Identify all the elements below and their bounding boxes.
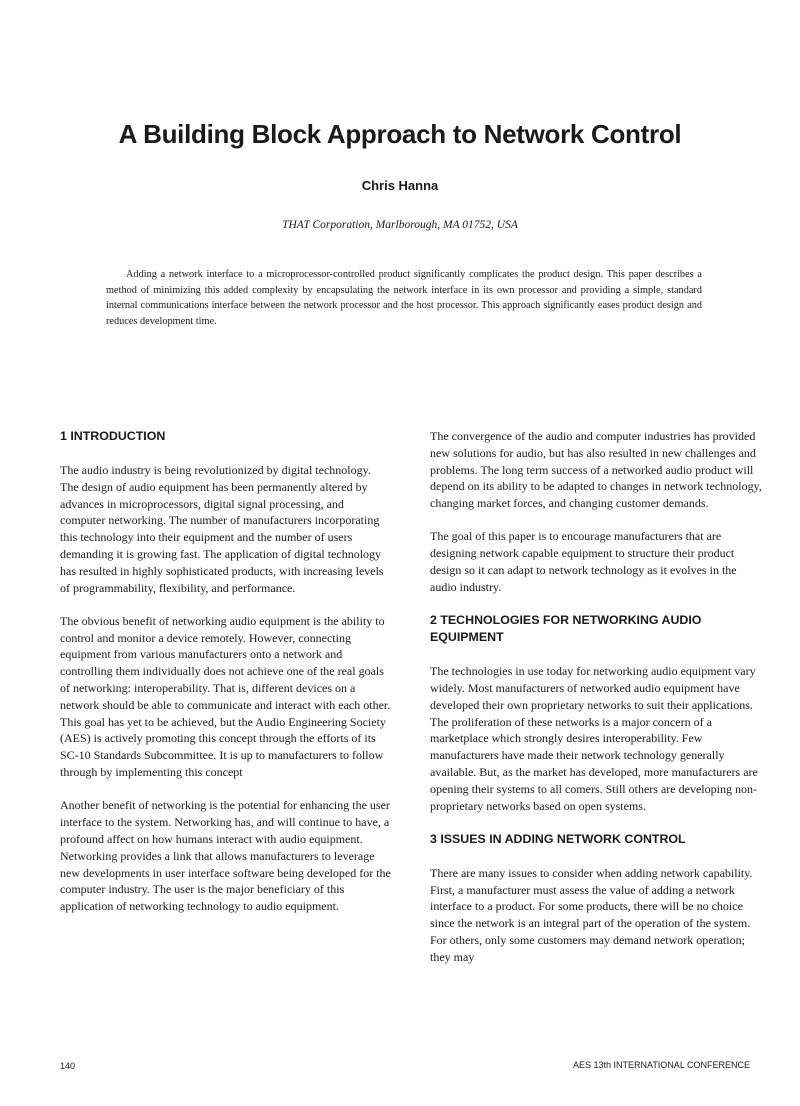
left-column [60,428,392,931]
page-number: 140 [60,1061,76,1071]
paragraph: The obvious benefit of networking audio equipment is the ability to control and monitor a device remotely. However, connecting equipment from various manufacturers onto a network and controlling them individually does not achieve one of the real goals of networking: interoperability. That is, different devices on a network should be able to communicate and interact with each other. This goal has yet to be achieved, but the Audio Engineering Society (AES) is actively promoting this concept through the efforts of its SC-10 Standards Subcommittee. It is up to manufacturers to follow through by implementing this concept [60,613,391,780]
conference-footer: AES 13th INTERNATIONAL CONFERENCE [572,1060,750,1070]
paragraph: The goal of this paper is to encourage manufacturers that are designing network capable equipment to structure their product design so it can adapt to network technology as it evolves in the audio industry. [430,529,737,594]
paragraph: The convergence of the audio and computer industries has provided new solutions for audio, but has also resulted in new challenges and problems. The long term success of a networked audio product will depend on its ability to be adapted to changes in network technology, changing market forces, and changing customer demands. [430,429,762,511]
author-affiliation: THAT Corporation, Marlborough, MA 01752, USA [282,219,518,231]
section-heading-issues: 3 ISSUES IN ADDING NETWORK CONTROL [430,831,686,846]
paper-title: A Building Block Approach to Network Control [118,119,682,149]
paragraph: The technologies in use today for networking audio equipment vary widely. Most manufacturers of networked audio equipment have developed their own proprietary networks to suit their applications. The proliferation of these networks is a major concern of a marketplace which strongly desires interoperability. Few manufacturers have made their network technology generally available. But, as the market has developed, more manufacturers are opening their systems to all comers. Still others are developing non-proprietary networks based on open systems. [430,664,758,813]
section-heading-introduction: 1 INTRODUCTION [60,429,166,443]
paragraph: Another benefit of networking is the potential for enhancing the user interface to the system. Networking has, and will continue to have, a profound affect on how humans interact with audio equipment. Networking provides a link that allows manufacturers to leverage new developments in user interface software being developed for the computer industry. The user is the major beneficiary of this application of networking technology to audio equipment. [60,798,391,914]
right-column [430,428,762,982]
abstract: Adding a network interface to a microprocessor-controlled product significantly complicates the product design. This paper describes a method of minimizing this added complexity by encapsulating the network interface in its own processor and providing a simple, standard internal communications interface between the network processor and the host processor. This approach significantly eases product design and reduces development time. [106,269,702,327]
section-heading-technologies: 2 TECHNOLOGIES FOR NETWORKING AUDIO EQUIPMENT [430,613,702,645]
paragraph: The audio industry is being revolutionized by digital technology. The design of audio equipment has been permanently altered by advances in microprocessors, digital signal processing, and computer networking. The number of manufacturers incorporating this technology into their equipment and the number of users demanding it is growing fast. The application of digital technology has resulted in highly sophisticated products, with increasing levels of programmability, flexibility, and performance. [60,463,384,595]
author-name: Chris Hanna [361,178,439,193]
paragraph: There are many issues to consider when adding network capability. First, a manufacturer must assess the value of adding a network interface to a product. For some products, there will be no choice since the network is an integral part of the operation of the system. For others, only some customers may demand network operation; they may [430,865,753,964]
